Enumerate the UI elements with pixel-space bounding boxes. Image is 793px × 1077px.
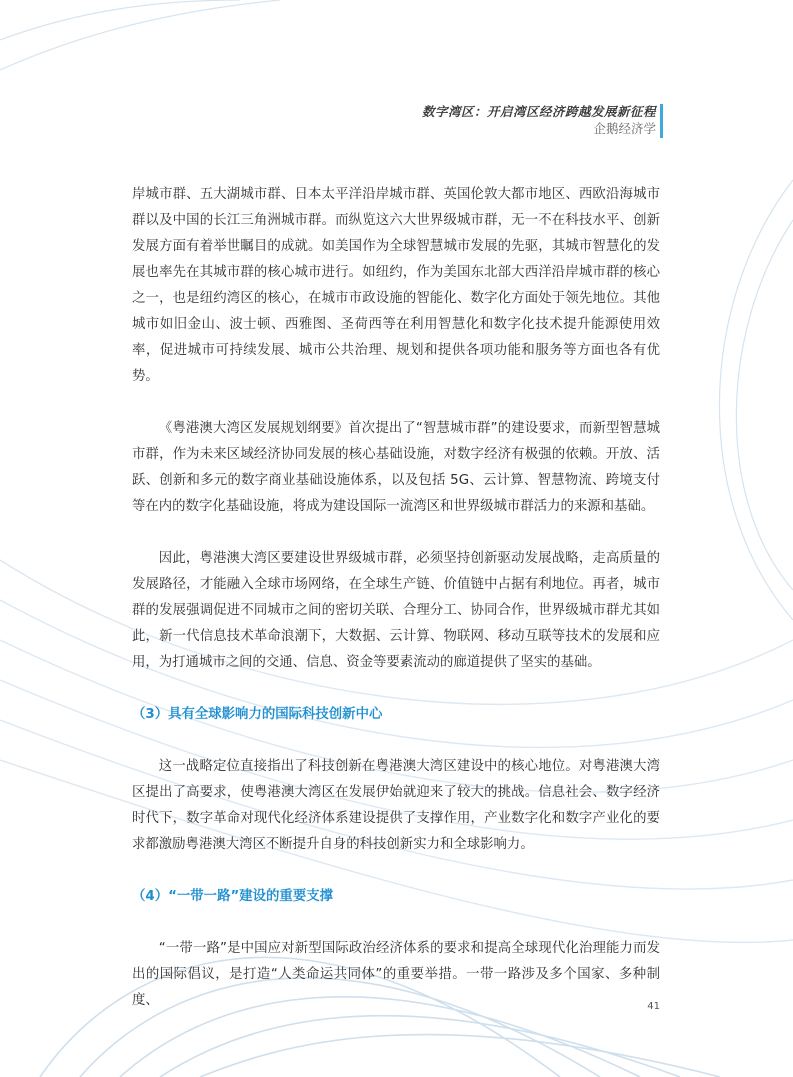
header-title: 数字湾区：开启湾区经济跨越发展新征程 — [421, 104, 656, 119]
page-header — [422, 104, 656, 137]
paragraph-2: 《粤港澳大湾区发展规划纲要》首次提出了“智慧城市群”的建设要求，而新型智慧城市群，作为未来区域经济协同发展的核心基础设施，对数字经济有极强的依赖。开放、活跃、创新和多元的数字商业基础设施体系，以及包括 5G、云计算、智慧物流、跨境支付等在内的数字化基础设施，将成为建设国际一流湾区和世界级城市群活力的来源和基础。 — [132, 421, 660, 514]
section-heading-3: （3）具有全球影响力的国际科技创新中心 — [132, 707, 383, 722]
header-accent-bar — [660, 104, 663, 138]
header-subtitle: 企鹅经济学 — [593, 121, 656, 136]
paragraph-1: 岸城市群、五大湖城市群、日本太平洋沿岸城市群、英国伦敦大都市地区、西欧沿海城市群以及中国的长江三角洲城市群。而纵览这六大世界级城市群，无一不在科技水平、创新发展方面有着举世瞩目的成就。如美国作为全球智慧城市发展的先驱，其城市智慧化的发展也率先在其城市群的核心城市进行。如纽约，作为美国东北部大西洋沿岸城市群的核心之一，也是纽约湾区的核心，在城市市政设施的智能化、数字化方面处于领先地位。其他城市如旧金山、波士顿、西雅图、圣荷西等在利用智慧化和数字化技术提升能源使用效率，促进城市可持续发展、城市公共治理、规划和提供各项功能和服务等方面也各有优势。 — [132, 187, 660, 384]
section-heading-4: （4）“一带一路”建设的重要支撑 — [132, 889, 333, 904]
paragraph-5: “一带一路”是中国应对新型国际政治经济体系的要求和提高全球现代化治理能力而发出的国际倡议，是打造“人类命运共同体”的重要举措。一带一路涉及多个国家、多种制度、 — [132, 941, 660, 1008]
page-number: 41 — [647, 1001, 660, 1012]
paragraph-3: 因此，粤港澳大湾区要建设世界级城市群，必须坚持创新驱动发展战略，走高质量的发展路径，才能融入全球市场网络，在全球生产链、价值链中占据有利地位。再者，城市群的发展强调促进不同城市之间的密切关联、合理分工、协同合作，世界级城市群尤其如此，新一代信息技术革命浪潮下，大数据、云计算、物联网、移动互联等技术的发展和应用，为打通城市之间的交通、信息、资金等要素流动的廊道提供了坚实的基础。 — [132, 551, 660, 670]
paragraph-4: 这一战略定位直接指出了科技创新在粤港澳大湾区建设中的核心地位。对粤港澳大湾区提出了高要求，使粤港澳大湾区在发展伊始就迎来了较大的挑战。信息社会、数字经济时代下，数字革命对现代化经济体系建设提供了支撑作用，产业数字化和数字产业化的要求都激励粤港澳大湾区不断提升自身的科技创新实力和全球影响力。 — [132, 759, 660, 852]
article-body — [132, 182, 660, 1014]
